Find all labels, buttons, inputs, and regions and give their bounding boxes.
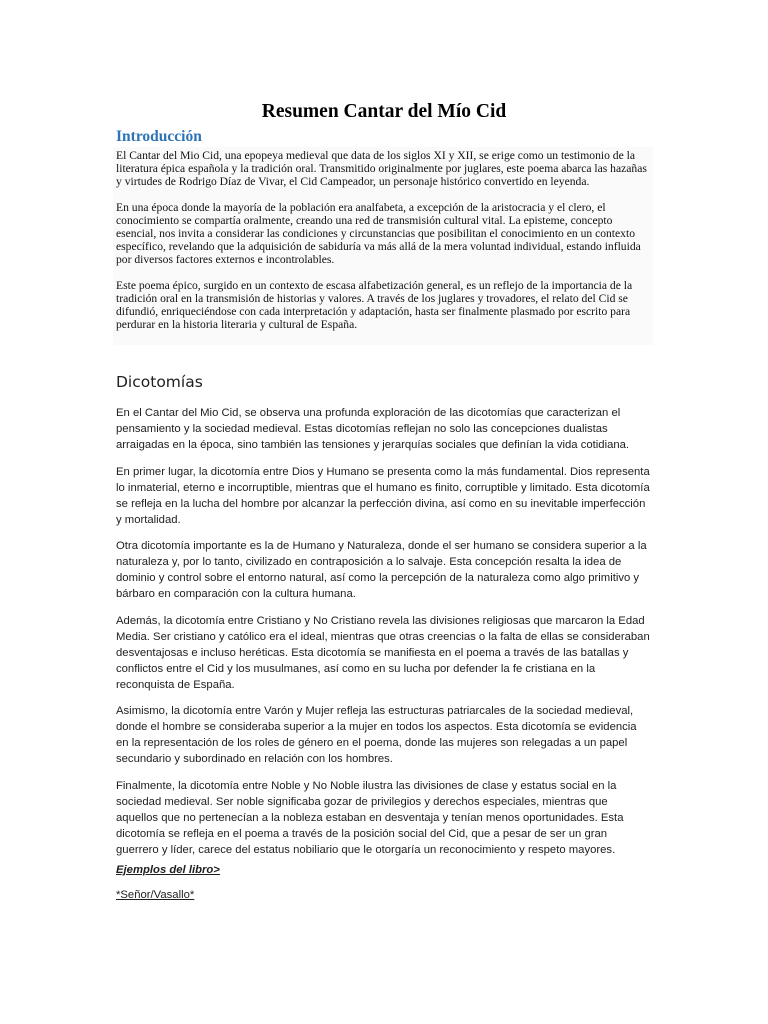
document-title: Resumen Cantar del Mío Cid — [261, 101, 507, 122]
dicotomias-heading: Dicotomías — [116, 373, 203, 391]
dicotomias-paragraph-4: Además, la dicotomía entre Cristiano y No Cristiano revela las divisiones religiosas que marcaron la Edad Media. Ser cristiano y católico era el ideal, mientras que otras creencias o la falta de ellas se consideraban desventajosas e incluso heréticas. Esta dicotomía se manifiesta en el poema a través de las batallas y conflictos entre el Cid y los musulmanes, así como en su lucha por defender la fe cristiana en la reconquista de España. — [116, 614, 650, 691]
introduccion-paragraph-3: Este poema épico, surgido en un contexto de escasa alfabetización general, es un reflejo de la importancia de la tradición oral en la transmisión de historias y valores. A través de los juglares y trovadores, el relato del Cid se difundió, enriqueciéndose con cada interpretación y adaptación, hasta ser finalmente plasmado por escrito para perdurar en la historia literaria y cultural de España. — [116, 278, 633, 332]
dicotomias-section — [116, 405, 656, 868]
introduccion-paragraph-2: En una época donde la mayoría de la población era analfabeta, a excepción de la aristocracia y el clero, el conocimiento se compartía oralmente, creando una red de transmisión cultural vital. La episteme, concepto esencial, nos invita a considerar las condiciones y circunstancias que posibilitan el conocimiento en un contexto específico, revelando que la adquisición de sabiduría va más allá de la mera voluntad individual, estando influida por diversos factores externos e incontrolables. — [116, 200, 641, 267]
introduccion-heading: Introducción — [116, 128, 202, 145]
dicotomias-paragraph-3: Otra dicotomía importante es la de Humano y Naturaleza, donde el ser humano se considera superior a la naturaleza y, por lo tanto, civilizado en contraposición a lo salvaje. Esta concepción resalta la idea de dominio y control sobre el entorno natural, así como la percepción de la naturaleza como algo primitivo y bárbaro en comparación con la cultura humana. — [116, 540, 647, 600]
ejemplos-del-libro-link[interactable]: Ejemplos del libro> — [116, 864, 220, 876]
dicotomias-paragraph-1: En el Cantar del Mio Cid, se observa una profunda exploración de las dicotomías que caracterizan el pensamiento y la sociedad medieval. Estas dicotomías reflejan no solo las concepciones dualistas arraigadas en la época, sino también las tensiones y jerarquías sociales que definían la vida cotidiana. — [116, 407, 630, 451]
introduccion-section — [113, 147, 653, 345]
senor-vasallo-label: *Señor/Vasallo* — [116, 889, 195, 901]
dicotomias-paragraph-2: En primer lugar, la dicotomía entre Dios y Humano se presenta como la más fundamental. Dios representa lo inmaterial, eterno e incorruptible, mientras que el humano es finito, corruptible y limitado. Esta dicotomía se refleja en la lucha del hombre por alcanzar la perfección divina, así como en su inevitable imperfección y mortalidad. — [116, 465, 650, 526]
introduccion-paragraph-1: El Cantar del Mio Cid, una epopeya medieval que data de los siglos XI y XII, se erige como un testimonio de la literatura épica española y la tradición oral. Transmitido originalmente por juglares, este poema abarca las hazañas y virtudes de Rodrigo Díaz de Vivar, el Cid Campeador, un personaje histórico convertido en leyenda. — [116, 149, 647, 189]
dicotomias-paragraph-6: Finalmente, la dicotomía entre Noble y No Noble ilustra las divisiones de clase y estatus social en la sociedad medieval. Ser noble significaba gozar de privilegios y derechos especiales, mientras que aquellos que no pertenecían a la nobleza estaban en desventaja y tenían menos oportunidades. Esta dicotomía se refleja en el poema a través de la posición social del Cid, que a pesar de ser un gran guerrero y líder, carece del estatus nobiliario que le otorgaría un reconocimiento y respeto mayores. — [116, 779, 624, 856]
dicotomias-paragraph-5: Asimismo, la dicotomía entre Varón y Mujer refleja las estructuras patriarcales de la sociedad medieval, donde el hombre se consideraba superior a la mujer en todos los aspectos. Esta dicotomía se evidencia en la representación de los roles de género en el poema, donde las mujeres son relegadas a un papel secundario y subordinado en relación con los hombres. — [116, 705, 637, 765]
